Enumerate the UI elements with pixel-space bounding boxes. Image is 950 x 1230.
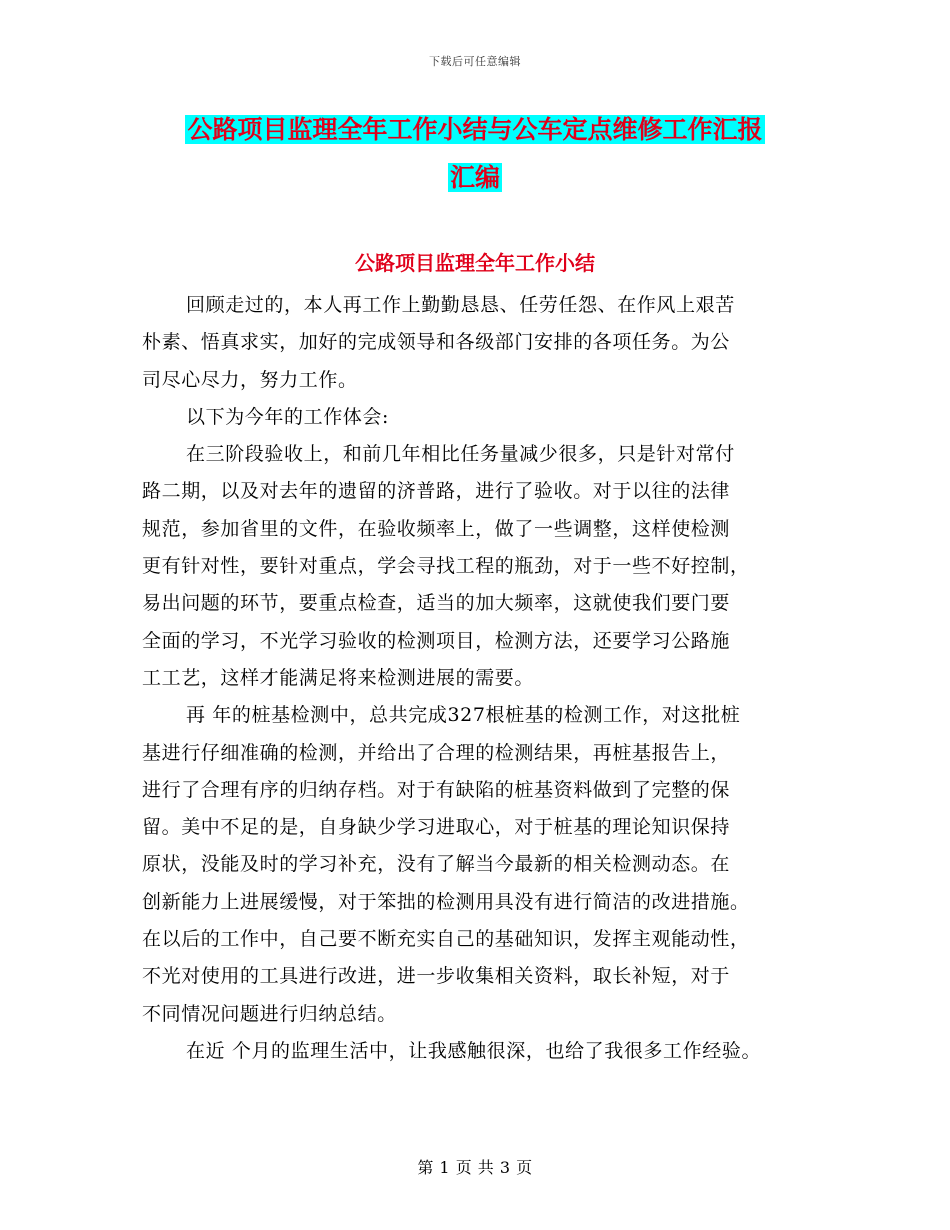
body-line: 工工艺，这样才能满足将来检测进展的需要。 (142, 666, 535, 689)
body-text (142, 287, 812, 1070)
body-line: 不同情况问题进行归纳总结。 (142, 1002, 397, 1025)
body-line: 留。美中不足的是，自身缺少学习进取心，对于桩基的理论知识保持 (142, 816, 731, 839)
document-title-line-2: 汇编 (449, 163, 500, 192)
body-line: 在三阶段验收上，和前几年相比任务量减少很多，只是针对常付 (186, 443, 735, 466)
body-line: 更有针对性，要针对重点，学会寻找工程的瓶劲，对于一些不好控制， (142, 555, 750, 578)
body-line: 全面的学习，不光学习验收的检测项目，检测方法，还要学习公路施 (142, 629, 731, 652)
body-line: 不光对使用的工具进行改进，进一步收集相关资料，取长补短，对于 (142, 965, 731, 988)
body-line: 以下为今年的工作体会: (186, 405, 390, 428)
body-line: 创新能力上进展缓慢，对于笨拙的检测用具没有进行简洁的改进措施。 (142, 890, 750, 913)
body-line: 路二期，以及对去年的遗留的济普路，进行了验收。对于以往的法律 (142, 480, 731, 503)
body-line: 基进行仔细准确的检测，并给出了合理的检测结果，再桩基报告上， (142, 741, 731, 764)
body-line: 司尽心尽力，努力工作。 (142, 368, 358, 391)
body-line: 易出问题的环节，要重点检查，适当的加大频率，这就使我们要门要 (142, 592, 731, 615)
body-line: 在近 个月的监理生活中，让我感触很深，也给了我很多工作经验。 (186, 1039, 762, 1062)
body-line: 原状，没能及时的学习补充，没有了解当今最新的相关检测动态。在 (142, 853, 731, 876)
header-note: 下载后可任意编辑 (429, 55, 521, 68)
body-line: 回顾走过的，本人再工作上勤勤恳恳、任劳任怨、在作风上艰苦 (186, 294, 735, 316)
document-title (0, 106, 950, 202)
body-line: 规范，参加省里的文件，在验收频率上，做了一些调整，这样使检测 (142, 517, 731, 540)
document-title-line-1: 公路项目监理全年工作小结与公车定点维修工作汇报 (187, 115, 763, 144)
body-line: 再 年的桩基检测中，总共完成327根桩基的检测工作，对这批桩 (186, 704, 741, 727)
page-footer: 第 1 页 共 3 页 (417, 1158, 533, 1177)
body-line: 进行了合理有序的归纳存档。对于有缺陷的桩基资料做到了完整的保 (142, 778, 731, 801)
section-title: 公路项目监理全年工作小结 (355, 251, 595, 275)
body-line: 朴素、悟真求实，加好的完成领导和各级部门安排的各项任务。为公 (142, 331, 731, 354)
body-line: 在以后的工作中，自己要不断充实自己的基础知识，发挥主观能动性， (142, 928, 750, 951)
